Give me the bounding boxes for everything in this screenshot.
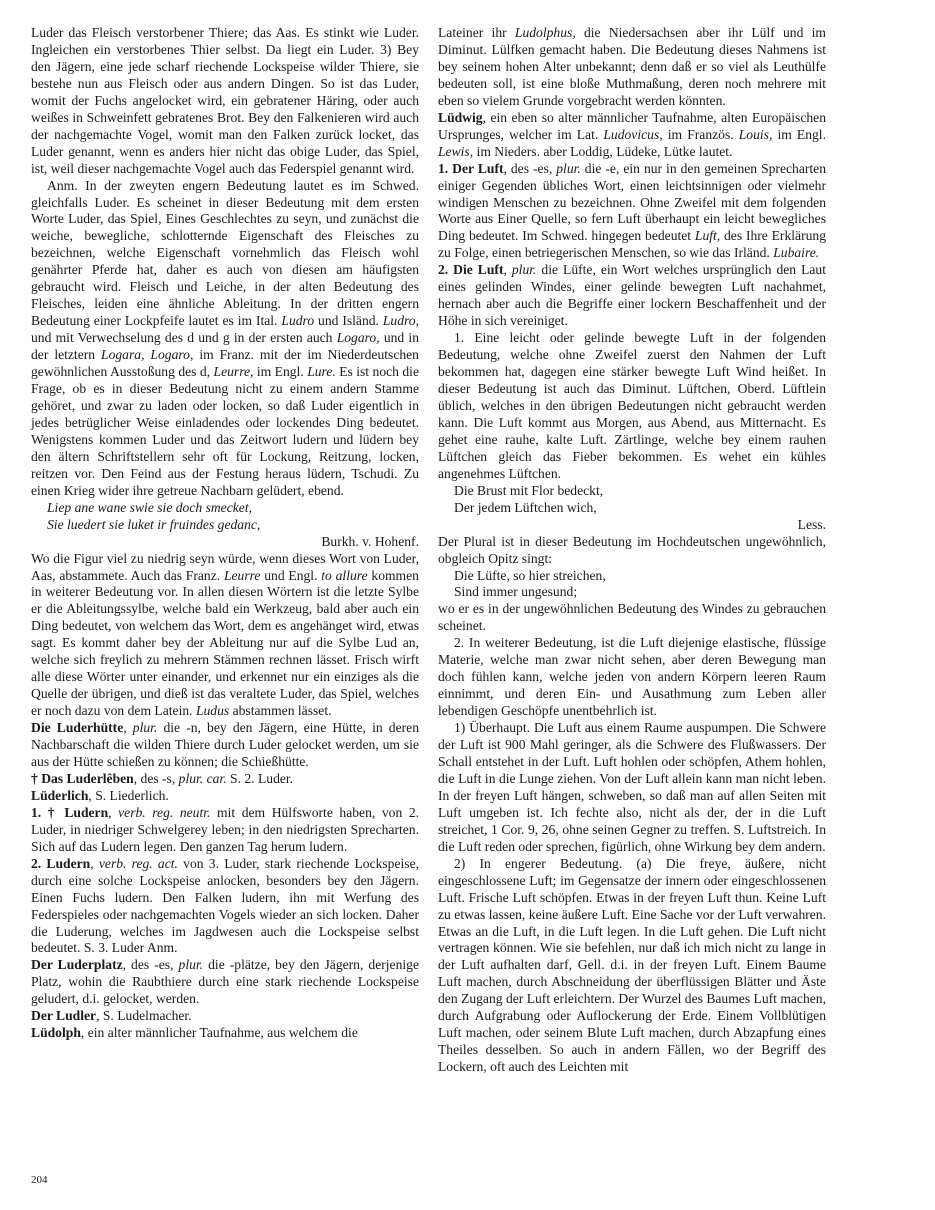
dictionary-paragraph [31,957,419,1008]
italic-term: Logaro, [336,330,380,346]
italic-term: Lure. [307,364,336,380]
text-run: im Nieders. aber Loddig, Lüdeke, Lütke lautet. [473,143,733,159]
text-run: die Lüfte, ein Wort welches ursprünglich den Laut eines gelinden Windes, einer gelinde bewegten Luft nachahmet, hernach aber auch die Begriffe einer lockern Beschaffenheit und der Höhe in sich vereiniget. [438,262,826,329]
italic-term: plur. [511,262,537,278]
verse-line: Sie luedert sie luket ir fruindes gedanc, [47,516,261,532]
text-run: Lateiner ihr [438,25,515,40]
verse-line: Der jedem Lüftchen wich, [454,499,597,515]
text-run: im Franz. mit der im Niederdeutschen gewöhnlichen Ausstoßung des d, [31,347,419,380]
left-column [31,25,419,1042]
text-run: Anm. In der zweyten engern Bedeutung lautet es im Schwed. gleichfalls Luder. Es scheinet in dieser Bedeutung mit dem ersten Worte Luder, das Spiel, Eines Geschlechtes zu seyn, und zunächst die weiche, bewegliche, schlotternde Eigenschaft des Fleisches zu bezeichnen, welche Eigenschaft vornehmlich das Fleisch wohl genährter Pferde hat, daher es auch von diesen am häufigsten gebraucht wird. Fleisch und Leiche, in der alten Bedeutung des Fleisches, leiden eine ähnliche Ableitung. In der dritten engern Bedeutung einer Lockpfeife lautet es im Ital. [31,177,419,329]
entry-headword: 2. Die Luft [438,262,504,278]
entry-headword: Der Ludler [31,1008,97,1024]
dictionary-paragraph [31,551,419,721]
verse-line: Sind immer ungesund; [454,584,578,600]
dictionary-paragraph [31,1008,419,1025]
dictionary-paragraph [31,805,419,856]
entry-headword: † Das Luderlêben [31,770,134,786]
italic-term: Leurre, [213,364,254,380]
entry-headword: 1. † Ludern [31,804,109,820]
italic-term: Logara, Logaro, [101,347,194,363]
italic-term: Luft, [694,228,721,244]
verse-line: Die Lüfte, so hier streichen, [454,567,606,583]
italic-term: Ludolphus, [514,25,576,40]
text-run: und mit Verwechselung des d und g in der ersten auch [31,330,337,346]
entry-headword: Die Luderhütte [31,720,124,736]
text-run: , [123,720,133,736]
italic-term: Ludro [281,313,315,329]
entry-headword: Lüdwig [438,109,483,125]
entry-headword: Der Luderplatz [31,957,123,973]
text-run: 1) Überhaupt. Die Luft aus einem Raume auspumpen. Die Schwere der Luft ist 900 Mahl geringer, als die Schwere des Flußwassers. Der Schall entstehet in der Luft. Luft hohlen oder schöpfen, Athem hohlen, die Luft in die Lunge ziehen. Von der Luft allein kann man nicht leben. In der freyen Luft hängen, schweben, so daß man auf allen Seiten mit Luft umgeben ist. Ich fechte also, nicht als der, der in die Luft streichet, 1 Cor. 9, 26, ohne seinen Gegner zu treffen. S. Luftstreich. In die Luft reden oder sprechen, figürlich, ohne Wirkung bey dem andern. [438,720,826,854]
text-run: und Engl. [260,567,322,583]
text-run: im Französ. [662,126,739,142]
entry-headword: 1. Der Luft [438,160,504,176]
text-run: Der Plural ist in dieser Bedeutung im Hochdeutschen ungewöhnlich, obgleich Opitz singt: [438,533,826,566]
italic-term: plur. [556,160,581,176]
text-run: , des -es, [503,160,557,176]
text-run: im Engl. [772,126,826,142]
right-column [438,25,826,1076]
italic-term: Lewis, [438,143,474,159]
dictionary-paragraph [31,788,419,805]
text-run: Burkh. v. Hohenf. [321,533,419,549]
italic-term: to allure [321,567,368,583]
dictionary-paragraph [438,262,826,330]
dictionary-paragraph [438,856,826,1076]
citation-source [438,517,826,534]
text-run: , [503,262,512,278]
entry-headword: Lüderlich [31,787,89,803]
dictionary-paragraph [438,720,826,856]
text-run: 2. In weiterer Bedeutung, ist die Luft diejenige elastische, flüssige Materie, welche man zwar nicht sehen, aber deren Bewegung man doch fühlen kann, welche jeden von andern Körpern leeren Raum einnimmt, und deren Ein- und Ausathmung zum Leben aller lebendigen Geschöpfe unentbehrlich ist. [438,635,826,719]
text-run: abstammen lässet. [229,703,332,719]
text-run: im Engl. [253,364,308,380]
italic-term: verb. reg. neutr. [118,804,211,820]
text-run: S. 2. Luder. [226,770,294,786]
dictionary-paragraph [438,601,826,635]
dictionary-paragraph [31,771,419,788]
dictionary-paragraph [438,635,826,720]
italic-term: plur. [178,957,204,973]
dictionary-paragraph [31,720,419,771]
text-run: und Isländ. [314,313,383,329]
verse-quote [438,568,826,602]
text-run: 1. Eine leicht oder gelinde bewegte Luft in der folgenden Bedeutung, welche ohne Zweifel zuerst den Nahmen der Luft bekommen hat, dagegen eine stärker bewegte Luft Wind heißet. In dieser Bedeutung ist auch das Diminut. Lüftchen, Oberd. Lüftlein üblich, welches in den übrigen Bedeutungen nicht gebraucht werden kann. Die Luft kommt aus Morgen, aus Abend, aus Mitternacht. Es gehet eine rauhe, kalte Luft. Zärtlinge, welche bey einem rauhen Lüftchen gleich das Fieber bekommen. Es wehet ein kühles angenehmes Lüftchen. [438,330,826,481]
text-run: , ein eben so alter männlicher Taufnahme, alten Europäischen Ursprunges, welcher im Lat. [438,109,826,142]
text-run: Es ist noch die Frage, ob es in dieser Bedeutung nicht zu einem andern Stamme gehöret, und zwar zu laden oder locken, so daß Luder eigentlich in jedes betrüglicher Weise einladendes oder lockendes Ding bedeutet. Wenigstens kommen Luder und das Zeitwort ludern und lüdern bey den ältern Schriftstellern sehr oft für Lockung, Reitzung, locken, reitzen vor. Den Feind aus der Festung heraus lüdern, Tschudi. Zu einen Krieg wider ihre getreue Nachbarn gelüdert, ebend. [31,364,419,498]
verse-line: Die Brust mit Flor bedeckt, [454,482,604,498]
text-run: die -n, bey den Jägern, eine Hütte, in deren Nachbarschaft die wilden Thiere durch Luder gelocket werden, um sie aus der Hütte schießen zu können; die Schießhütte. [31,720,419,769]
italic-term: Leurre [223,567,261,583]
dictionary-paragraph [438,25,826,110]
text-run: und in der letztern [31,330,419,363]
italic-term: Ludovicus, [603,126,663,142]
dictionary-paragraph [31,25,419,178]
text-run: , [90,855,99,871]
italic-term: verb. reg. act. [98,855,178,871]
page-number: 204 [31,1174,48,1186]
dictionary-paragraph [438,330,826,483]
text-run: , [108,804,119,820]
text-run: , S. Ludelmacher. [96,1008,192,1024]
italic-term: Ludus [195,703,230,719]
text-run: die -e, ein nur in den gemeinen Sprecharten einiger Gegenden übliches Wort, einen leichtsinnigen oder vielmehr windigen Menschen zu bezeichnen. Ohne Zweifel mit dem folgenden Worte aus Einer Quelle, so fern Luft überhaupt ein leicht bewegliches Ding bedeutet. Im Schwed. hingegen bedeutet [438,160,826,244]
italic-term: Lubaire. [773,245,820,261]
italic-term: plur. [132,720,158,736]
dictionary-paragraph [31,1025,419,1042]
citation-source [31,534,419,551]
entry-headword: 2. Ludern [31,855,91,871]
dictionary-paragraph [438,534,826,568]
dictionary-paragraph [438,161,826,263]
italic-term: plur. car. [178,770,227,786]
dictionary-paragraph [31,178,419,500]
italic-term: Ludro, [382,313,419,329]
verse-quote [438,483,826,517]
text-run: die Niedersachsen aber ihr Lülf und im Diminut. Lülfken gemacht haben. Die Bedeutung dieses Nahmens ist bey seinem hohen Alter unbekannt; denn daß er so viel als Leuthülfe bedeuten soll, ist eine bloße Muthmaßung, deren noch mehrere mit eben so vielem Grunde vorgebracht werden könnten. [438,25,827,108]
dictionary-paragraph [31,856,419,958]
text-run: , S. Liederlich. [88,787,169,803]
verse-quote [31,500,419,534]
text-run: die -plätze, bey den Jägern, derjenige Platz, wohin die Raubthiere durch eine stark riechende Lockspeise geludert, d.i. gelocket, werden. [31,957,419,1007]
dictionary-paragraph [438,110,826,161]
text-run: , ein alter männlicher Taufnahme, aus welchem die [80,1025,358,1041]
text-run: des Ihre Erklärung zu Folge, einen betriegerischen Menschen, so wie das Irländ. [438,228,826,261]
text-run: Wo die Figur viel zu niedrig seyn würde, wenn dieses Wort von Luder, Aas, abstammete. Auch das Franz. [31,550,419,583]
entry-headword: Lüdolph [31,1025,81,1041]
text-run: Less. [797,516,826,532]
text-run: , des -s, [133,770,179,786]
italic-term: Louis, [738,126,773,142]
text-run: , des -es, [122,957,179,973]
text-run: kommen in weiterer Bedeutung vor. In allen diesen Wörtern ist die letzte Sylbe er die Ableitungssylbe, welche bald ein Werkzeug, bald aber auch ein Ding bedeutet, von welchem das Wort, dem es angehänget wird, etwas sagt. Es kommt daher bey der Ableitung nur auf die Sylbe Lud an, welche sich freylich zu mehrern Stämmen rechnen lässet. Frisch wirft alle diese Wörter unter einander, und erkennet nur ein einziges als die Quelle der übrigen, und dieß ist das veraltete Luder, das Spiel, welches er noch dazu von dem Latein. [31,567,419,719]
text-run: von 3. Luder, stark riechende Lockspeise, durch eine solche Lockspeise anlocken, besonders bey den Jägern. Einen Fuchs ludern. Den Falken ludern, ihn mit Werfung des Federspieles oder nachgemachten Vogels wieder an sich locken. Daher die Luderung, welches im Jagdwesen auch die Lockspeise selbst bedeutet. S. 3. Luder Anm. [31,855,420,956]
text-run: wo er es in der ungewöhnlichen Bedeutung des Windes zu gebrauchen scheinet. [438,601,826,634]
text-run: Luder das Fleisch verstorbener Thiere; das Aas. Es stinkt wie Luder. Ingleichen ein verstorbenes Thier selbst. Da liegt ein Luder. 3) Bey den Jägern, eine jede scharf riechende Lockspeise wilder Thiere, sie bestehe nun aus Fleisch oder aus andern Dingen. So ist das Luder, womit der Fuchs angelocket wird, ein gebratener Häring, oder auch weißes in Schweinfett gebratenes Brot. Bey den Falkenieren wird auch der nachgemachte Vogel, womit man den Falken zurück locket, das Luder genannt, wenn es anders hier nicht das obige Luder, das Spiel, ist, weil dieser nachgemachte Vogel auch das Federspiel genannt wird. [31,25,419,176]
text-run: 2) In engerer Bedeutung. (a) Die freye, äußere, nicht eingeschlossene Luft; im Gegensatze der innern oder eingeschlossenen Luft. Frische Luft schöpfen. Etwas in der freyen Luft thun. Keine Luft zu etwas lassen, keine äußere Luft. Eine Sache vor der Luft verwahren. Etwas an die Luft, in die Luft legen. In die Luft gehen. Die Luft nicht vertragen können. Wie sie befehlen, nur daß ich mich nicht zu lange in der Luft aufhalten darf, Gell. d.i. in der freyen Luft. Einem Baume Luft machen, durch Abschneidung der überflüssigen Blätter und Äste den Zugang der Luft erleichtern. Der Wurzel des Baumes Luft machen, durch Aufgrabung oder Auflockerung der Erde. Einem Vollblütigen Luft machen, oder seinem Blute Luft machen, durch Abzapfung eines Theiles desselben. So auch in andern Fällen, wo der Begriff des Lockern, oft auch des Leichten mit [438,855,826,1075]
text-run: mit dem Hülfsworte haben, von 2. Luder, in niedriger Schwelgerey leben; in den niedrigsten Sprecharten. Sich auf das Ludern legen. Den ganzen Tag herum ludern. [31,804,420,854]
verse-line: Liep ane wane swie sie doch smecket, [47,499,252,515]
